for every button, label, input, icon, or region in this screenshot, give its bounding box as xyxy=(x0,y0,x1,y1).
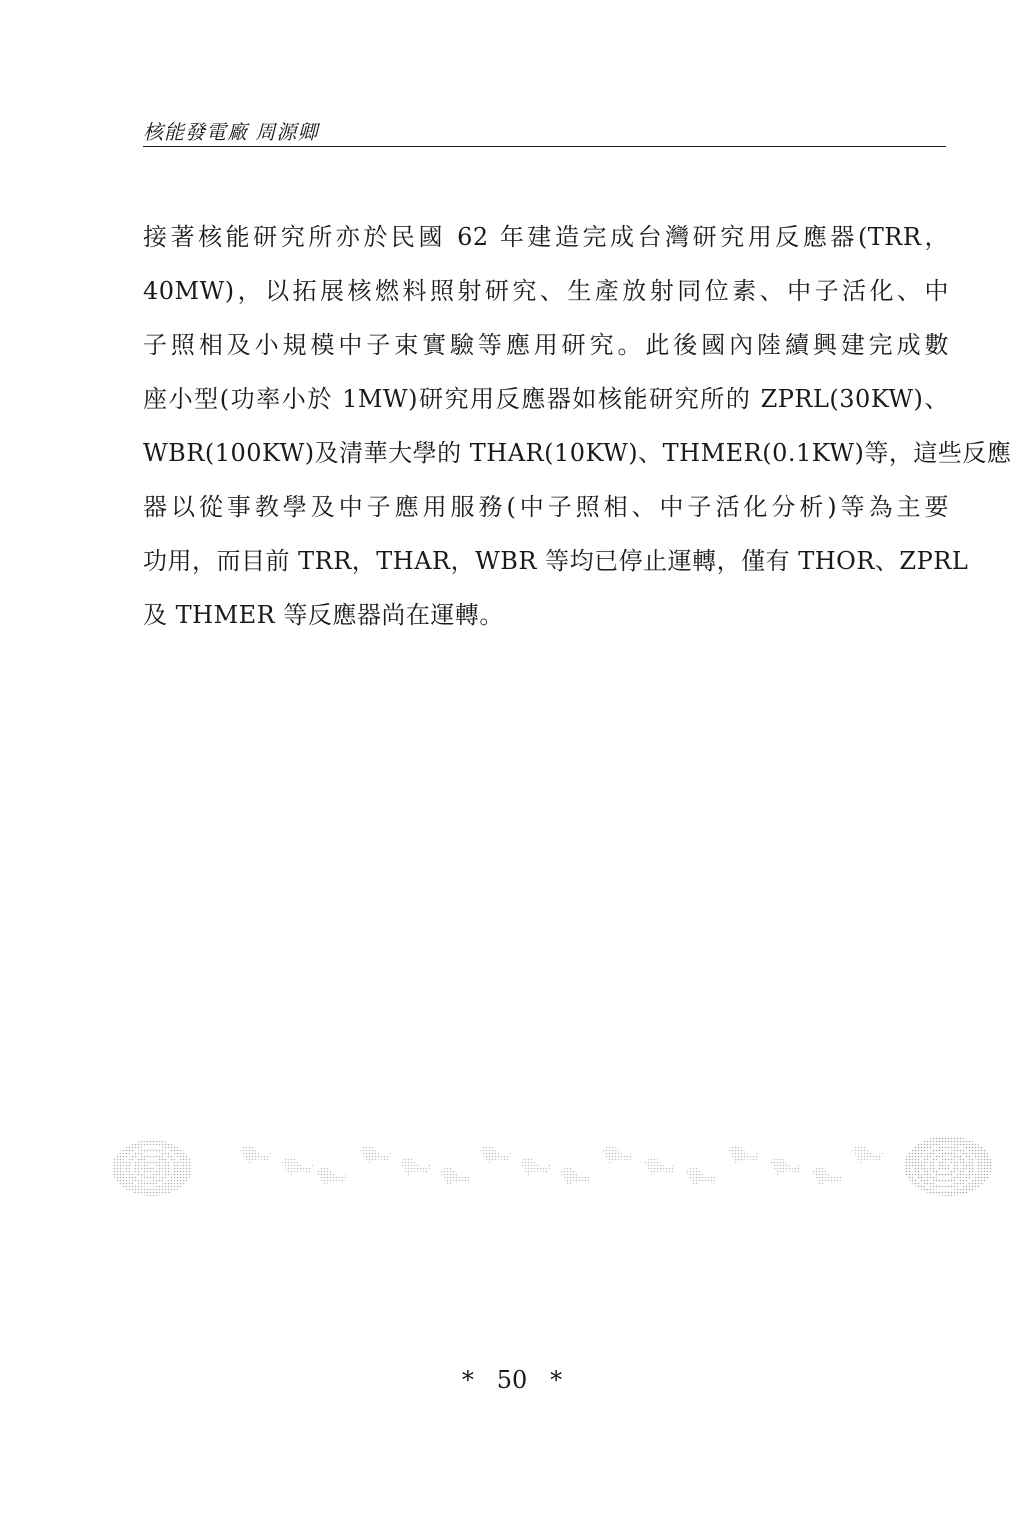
paragraph-line: 功用，而目前 TRR，THAR，WBR 等均已停止運轉，僅有 THOR、ZPRL xyxy=(143,547,969,575)
wave-glyph xyxy=(644,1157,676,1176)
wave-glyph xyxy=(282,1157,314,1176)
wave-glyph xyxy=(400,1157,432,1176)
paragraph-line: 座小型(功率小於 1MW)研究用反應器如核能研究所的 ZPRL(30KW)、 xyxy=(143,385,949,413)
wave-glyph xyxy=(728,1145,760,1164)
wave-glyph xyxy=(812,1167,844,1186)
wave-glyph xyxy=(440,1167,472,1186)
right-spiral-icon xyxy=(904,1136,992,1196)
page-number: * 50 * xyxy=(461,1366,563,1394)
wave-glyph xyxy=(520,1157,552,1176)
wave-glyph xyxy=(770,1157,802,1176)
paragraph-line: WBR(100KW)及清華大學的 THAR(10KW)、THMER(0.1KW)等，這些反應 xyxy=(143,439,1012,467)
wave-glyph xyxy=(360,1145,392,1164)
body-paragraph xyxy=(143,210,1012,642)
page-header xyxy=(143,112,946,147)
paragraph-line: 子照相及小規模中子束實驗等應用研究。此後國內陸續興建完成數 xyxy=(143,331,949,359)
wave-glyph xyxy=(852,1145,884,1164)
paragraph-line: 器以從事教學及中子應用服務(中子照相、中子活化分析)等為主要 xyxy=(143,493,949,521)
wave-glyph xyxy=(316,1167,348,1186)
wave-glyph xyxy=(686,1167,718,1186)
running-header-title: 核能發電廠 周源卿 xyxy=(143,120,319,144)
paragraph-line: 及 THMER 等反應器尚在運轉。 xyxy=(143,601,504,629)
left-spiral-icon xyxy=(112,1140,192,1196)
wave-glyph xyxy=(602,1145,634,1164)
wave-glyph xyxy=(560,1167,592,1186)
paragraph-line: 接著核能研究所亦於民國 62 年建造完成台灣研究用反應器(TRR， xyxy=(143,223,949,251)
wave-pattern-icon xyxy=(240,1145,884,1186)
paragraph-line: 40MW)，以拓展核燃料照射研究、生產放射同位素、中子活化、中 xyxy=(143,277,949,305)
wave-glyph xyxy=(480,1145,512,1164)
wave-glyph xyxy=(240,1145,272,1164)
decorative-border-ornament xyxy=(110,1128,994,1208)
